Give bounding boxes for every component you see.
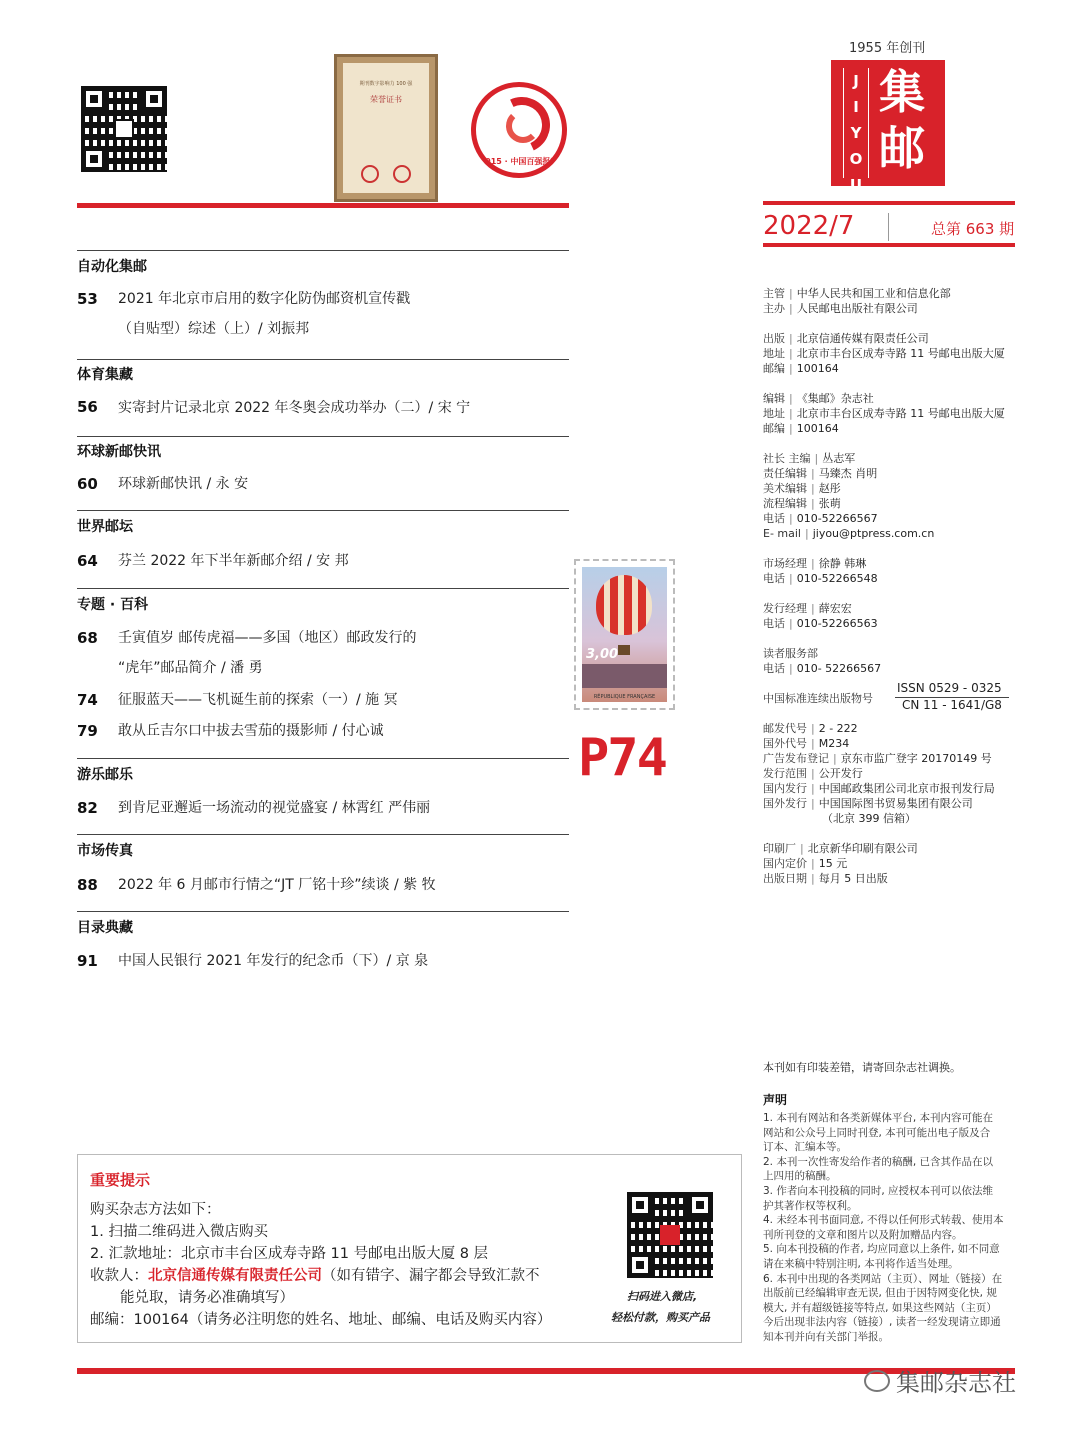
- masthead-key: 国外代号: [763, 737, 807, 750]
- issue-number: 2022/7: [763, 211, 855, 241]
- masthead-separator: |: [811, 767, 815, 780]
- declaration-line: 今后出现非法内容（链接）, 读者一经发现请立即通: [763, 1316, 1001, 1329]
- masthead-value: 北京市丰台区成寿寺路 11 号邮电出版大厦: [796, 347, 1005, 360]
- declaration-line: 6. 本刊中出现的各类网站（主页）、网址（链接）在: [763, 1272, 1003, 1285]
- masthead-value: M234: [818, 737, 850, 750]
- masthead-value: 010-52266567: [796, 512, 878, 525]
- masthead-row: [763, 871, 888, 886]
- masthead-row: [763, 571, 878, 586]
- masthead-value: 人民邮电出版社有限公司: [796, 302, 918, 315]
- masthead-value: 中华人民共和国工业和信息化部: [796, 287, 951, 300]
- masthead-row: [763, 556, 866, 571]
- masthead-value: 薛宏宏: [818, 602, 852, 615]
- cn-number: CN 11 - 1641/G8: [902, 698, 1002, 712]
- payee-name: 北京信通传媒有限责任公司: [148, 1268, 322, 1284]
- masthead-value: 赵彤: [818, 482, 841, 495]
- masthead-key: 读者服务部: [763, 647, 818, 660]
- masthead-separator: |: [800, 842, 804, 855]
- masthead-key: 主办: [763, 302, 785, 315]
- toc-article-title[interactable]: 到肯尼亚邂逅一场流动的视觉盛宴 / 林霄红 严伟丽: [118, 800, 431, 816]
- issue-divider: [888, 213, 889, 241]
- masthead-row: [763, 331, 929, 346]
- wechat-icon: [864, 1370, 890, 1392]
- masthead-separator: |: [804, 527, 809, 540]
- masthead-row: [763, 511, 878, 526]
- masthead-row: [763, 646, 818, 661]
- masthead-row: [763, 736, 849, 751]
- declaration-line: 上四用的稿酬。: [763, 1170, 837, 1183]
- masthead-separator: |: [811, 737, 815, 750]
- masthead-value: 010- 52266567: [796, 662, 882, 675]
- masthead-separator: |: [789, 392, 793, 405]
- masthead-value: 010-52266563: [796, 617, 878, 630]
- masthead-separator: |: [811, 857, 815, 870]
- declaration-line: 刊所刊登的文章和图片以及附加赠品内容。: [763, 1228, 963, 1241]
- masthead-row: [763, 661, 881, 676]
- toc-page-number: 91: [77, 952, 98, 970]
- masthead-value: 京东市监广登字 20170149 号: [840, 752, 992, 765]
- masthead-key: 邮编: [763, 362, 785, 375]
- toc-divider: [77, 250, 569, 251]
- masthead-value: 100164: [796, 362, 839, 375]
- masthead-row: [763, 481, 841, 496]
- tips-zip-line: 邮编：100164（请务必注明您的姓名、地址、邮编、电话及购买内容）: [90, 1312, 552, 1328]
- masthead-key: 地址: [763, 347, 785, 360]
- payee-label: 收款人：: [90, 1268, 148, 1284]
- masthead-value: 15 元: [818, 857, 848, 870]
- stamp-value: 3,00: [586, 647, 619, 662]
- masthead-separator: |: [789, 512, 793, 525]
- declaration-line: 出版前已经编辑审查无误, 但由于因特网变化快, 规: [763, 1287, 997, 1300]
- masthead-key: 发行范围: [763, 767, 807, 780]
- masthead-key: 电话: [763, 572, 785, 585]
- masthead-key: 国内定价: [763, 857, 807, 870]
- masthead-separator: |: [811, 602, 815, 615]
- tips-title: 重要提示: [90, 1171, 151, 1189]
- tips-payee-line: [90, 1264, 540, 1285]
- masthead-key: 责任编辑: [763, 467, 807, 480]
- toc-page-number: 56: [77, 398, 98, 416]
- toc-divider: [77, 911, 569, 912]
- masthead-key: 广告发布登记: [763, 752, 829, 765]
- toc-article-title-cont[interactable]: “虎年”邮品简介 / 潘 勇: [118, 660, 263, 676]
- masthead-separator: |: [811, 797, 815, 810]
- weidian-qr-code[interactable]: [627, 1192, 713, 1278]
- toc-article-title[interactable]: 芬兰 2022 年下半年新邮介绍 / 安 邦: [118, 553, 349, 569]
- masthead-row: [763, 496, 841, 511]
- toc-page-number: 64: [77, 552, 98, 570]
- masthead-separator: |: [814, 452, 819, 465]
- wechat-qr-code[interactable]: [81, 86, 167, 172]
- masthead-key: 出版: [763, 332, 785, 345]
- masthead-separator: |: [789, 362, 793, 375]
- masthead-row: [763, 391, 874, 406]
- masthead-value: 徐静 韩琳: [818, 557, 867, 570]
- masthead-row: [763, 616, 878, 631]
- top-left-red-rule: [77, 203, 569, 208]
- toc-category: 自动化集邮: [77, 259, 147, 275]
- qr-caption: 扫码进入微店,: [627, 1290, 698, 1303]
- masthead-separator: |: [789, 287, 793, 300]
- masthead-separator: |: [811, 497, 815, 510]
- declaration-line: 护其著作权等权利。: [763, 1199, 858, 1212]
- masthead-row: [763, 421, 839, 436]
- masthead-key: 社长 主编: [763, 452, 811, 465]
- masthead-key: 编辑: [763, 392, 785, 405]
- masthead-key: 国外发行: [763, 797, 807, 810]
- misprint-notice: 本刊如有印装差错，请寄回杂志社调换。: [763, 1061, 961, 1074]
- masthead-row: [822, 811, 916, 826]
- toc-article-title-cont[interactable]: （自贴型）综述（上）/ 刘振邦: [118, 321, 310, 337]
- masthead-row: [763, 751, 992, 766]
- masthead-value: 010-52266548: [796, 572, 878, 585]
- declaration-line: 5. 向本刊投稿的作者, 均应同意以上条件, 如不同意: [763, 1243, 1000, 1256]
- logo-pinyin: J I Y O U: [843, 68, 869, 178]
- masthead-value: 张萌: [818, 497, 841, 510]
- masthead-key: 邮编: [763, 422, 785, 435]
- masthead-row: [763, 406, 1005, 421]
- masthead-row: [763, 796, 973, 811]
- masthead-value: 公开发行: [818, 767, 863, 780]
- masthead-row: [763, 466, 877, 481]
- masthead-row: [763, 691, 873, 706]
- masthead-value: 2 - 222: [818, 722, 858, 735]
- masthead-value: （北京 399 信箱）: [822, 812, 916, 825]
- masthead-red-rule-2: [763, 243, 1015, 247]
- declaration-line: 模大, 并有超级链接等特点, 如果这些网站（主页）: [763, 1301, 997, 1314]
- toc-page-number: 60: [77, 475, 98, 493]
- masthead-key: 美术编辑: [763, 482, 807, 495]
- masthead-value: 北京信通传媒有限责任公司: [796, 332, 929, 345]
- declaration-title: 声明: [763, 1093, 788, 1107]
- page-callout: P74: [578, 728, 666, 788]
- honor-certificate: [334, 54, 438, 202]
- toc-article-title[interactable]: 2021 年北京市启用的数字化防伪邮资机宣传戳: [118, 291, 411, 307]
- masthead-separator: |: [811, 482, 815, 495]
- toc-divider: [77, 359, 569, 360]
- masthead-value: 北京市丰台区成寿寺路 11 号邮电出版大厦: [796, 407, 1005, 420]
- masthead-key: 地址: [763, 407, 785, 420]
- toc-article-title[interactable]: 2022 年 6 月邮市行情之“JT 厂铭十珍”续谈 / 紫 牧: [118, 877, 436, 893]
- masthead-key: E- mail: [763, 527, 801, 540]
- toc-category: 体育集藏: [77, 367, 133, 383]
- toc-divider: [77, 436, 569, 437]
- certificate-label: 荣誉证书: [370, 95, 402, 104]
- toc-divider: [77, 510, 569, 511]
- masthead-value: 中国国际图书贸易集团有限公司: [818, 797, 973, 810]
- masthead-row: [763, 361, 839, 376]
- masthead-row: [763, 526, 934, 541]
- masthead-row: [763, 856, 847, 871]
- masthead-key: 印刷厂: [763, 842, 796, 855]
- masthead-separator: |: [789, 332, 793, 345]
- toc-divider: [77, 758, 569, 759]
- declaration-line: 1. 本刊有网站和各类新媒体平台, 本刊内容可能在: [763, 1112, 994, 1124]
- tips-line: 2. 汇款地址：北京市丰台区成寿寺路 11 号邮电出版大厦 8 层: [90, 1246, 489, 1262]
- toc-page-number: 68: [77, 629, 98, 647]
- payee-note: （如有错字、漏字都会导致汇款不: [322, 1268, 540, 1284]
- masthead-key: 国内发行: [763, 782, 807, 795]
- toc-article-title[interactable]: 环球新邮快讯 / 永 安: [118, 476, 249, 492]
- masthead-row: [763, 781, 995, 796]
- masthead-value: 《集邮》杂志社: [796, 392, 874, 405]
- toc-page-number: 88: [77, 876, 98, 894]
- certificate-title: 期刊数字影响力 100 强: [359, 81, 413, 87]
- masthead-row: [763, 286, 951, 301]
- declaration-line: 订本、汇编本等。: [763, 1141, 847, 1154]
- masthead-key: 中国标准连续出版物号: [763, 692, 873, 705]
- masthead-separator: |: [789, 347, 793, 360]
- logo-han: 集 邮: [879, 65, 925, 175]
- masthead-separator: |: [789, 422, 793, 435]
- toc-category: 目录典藏: [77, 920, 133, 936]
- masthead-value: 中国邮政集团公司北京市报刊发行局: [818, 782, 995, 795]
- badge-text: 2015 · 中国百强报刊: [479, 157, 559, 166]
- toc-category: 世界邮坛: [77, 519, 133, 535]
- masthead-separator: |: [811, 872, 815, 885]
- tips-line: 购买杂志方法如下：: [90, 1202, 221, 1218]
- balloon-stamp-image: [574, 559, 675, 710]
- declaration-line: 知本刊并向有关部门举报。: [763, 1331, 889, 1343]
- toc-article-title[interactable]: 敢从丘吉尔口中拔去雪茄的摄影师 / 付心诚: [118, 723, 384, 739]
- toc-page-number: 53: [77, 290, 98, 308]
- masthead-value: 丛志军: [822, 452, 856, 465]
- masthead-key: 流程编辑: [763, 497, 807, 510]
- founded-year: 1955 年创刊: [849, 41, 926, 56]
- masthead-key: 电话: [763, 617, 785, 630]
- masthead-separator: |: [811, 467, 815, 480]
- stamp-caption: RÉPUBLIQUE FRANÇAISE: [593, 694, 656, 700]
- masthead-separator: |: [789, 662, 793, 675]
- toc-divider: [77, 834, 569, 835]
- masthead-separator: |: [811, 722, 815, 735]
- masthead-row: [763, 766, 863, 781]
- declaration-line: 请在来稿中特别注明, 本刊将作适当处理。: [763, 1258, 959, 1270]
- masthead-value: jiyou@ptpress.com.cn: [812, 527, 935, 540]
- masthead-separator: |: [789, 407, 793, 420]
- toc-divider: [77, 588, 569, 589]
- toc-page-number: 82: [77, 799, 98, 817]
- toc-article-title[interactable]: 壬寅值岁 邮传虎福——多国（地区）邮政发行的: [118, 630, 417, 646]
- masthead-value: 每月 5 日出版: [818, 872, 888, 885]
- masthead-separator: |: [789, 302, 793, 315]
- masthead-separator: |: [811, 782, 815, 795]
- issn-number: ISSN 0529 - 0325: [897, 681, 1002, 695]
- toc-category: 游乐邮乐: [77, 767, 133, 783]
- toc-article-title[interactable]: 征服蓝天——飞机诞生前的探索（一）/ 施 冥: [118, 692, 398, 708]
- jiyou-logo: [831, 60, 945, 194]
- balloon-icon: [596, 575, 652, 635]
- masthead-key: 发行经理: [763, 602, 807, 615]
- declaration-line: 网站和公众号上同时刊登, 本刊可能出电子版及合: [763, 1126, 991, 1139]
- masthead-row: [763, 451, 855, 466]
- qr-caption: 轻松付款，购买产品: [611, 1311, 710, 1324]
- tips-line: 能兑取，请务必准确填写）: [120, 1290, 294, 1306]
- masthead-row: [763, 721, 858, 736]
- masthead-row: [763, 841, 918, 856]
- masthead-key: 邮发代号: [763, 722, 807, 735]
- masthead-value: 马臻杰 肖明: [818, 467, 878, 480]
- toc-category: 专题 · 百科: [77, 597, 149, 613]
- masthead-value: 100164: [796, 422, 839, 435]
- declaration-line: 2. 本刊一次性寄发给作者的稿酬, 已含其作品在以: [763, 1155, 994, 1168]
- masthead-key: 主管: [763, 287, 785, 300]
- masthead-red-rule: [763, 201, 1015, 205]
- masthead-key: 电话: [763, 512, 785, 525]
- masthead-row: [763, 346, 1005, 361]
- toc-page-number: 74: [77, 691, 98, 709]
- masthead-separator: |: [811, 557, 815, 570]
- watermark: 集邮杂志社: [896, 1369, 1016, 1397]
- masthead-separator: |: [789, 572, 793, 585]
- masthead-key: 市场经理: [763, 557, 807, 570]
- toc-article-title[interactable]: 中国人民银行 2021 年发行的纪念币（下）/ 京 泉: [118, 953, 429, 969]
- masthead-value: 北京新华印刷有限公司: [807, 842, 918, 855]
- top100-badge-logo: [471, 82, 567, 178]
- toc-page-number: 79: [77, 722, 98, 740]
- total-issue: 总第 663 期: [931, 220, 1015, 238]
- masthead-row: [763, 601, 852, 616]
- masthead-row: [763, 301, 918, 316]
- masthead-separator: |: [833, 752, 837, 765]
- masthead-separator: |: [789, 617, 793, 630]
- tips-line: 1. 扫描二维码进入微店购买: [90, 1224, 268, 1240]
- toc-category: 环球新邮快讯: [77, 444, 161, 460]
- toc-category: 市场传真: [77, 843, 133, 859]
- masthead-key: 出版日期: [763, 872, 807, 885]
- masthead-key: 电话: [763, 662, 785, 675]
- declaration-line: 4. 未经本刊书面同意, 不得以任何形式转载、使用本: [763, 1214, 1004, 1227]
- toc-article-title[interactable]: 实寄封片记录北京 2022 年冬奥会成功举办（二）/ 宋 宁: [118, 400, 471, 416]
- declaration-line: 3. 作者向本刊投稿的同时, 应授权本刊可以依法维: [763, 1185, 994, 1197]
